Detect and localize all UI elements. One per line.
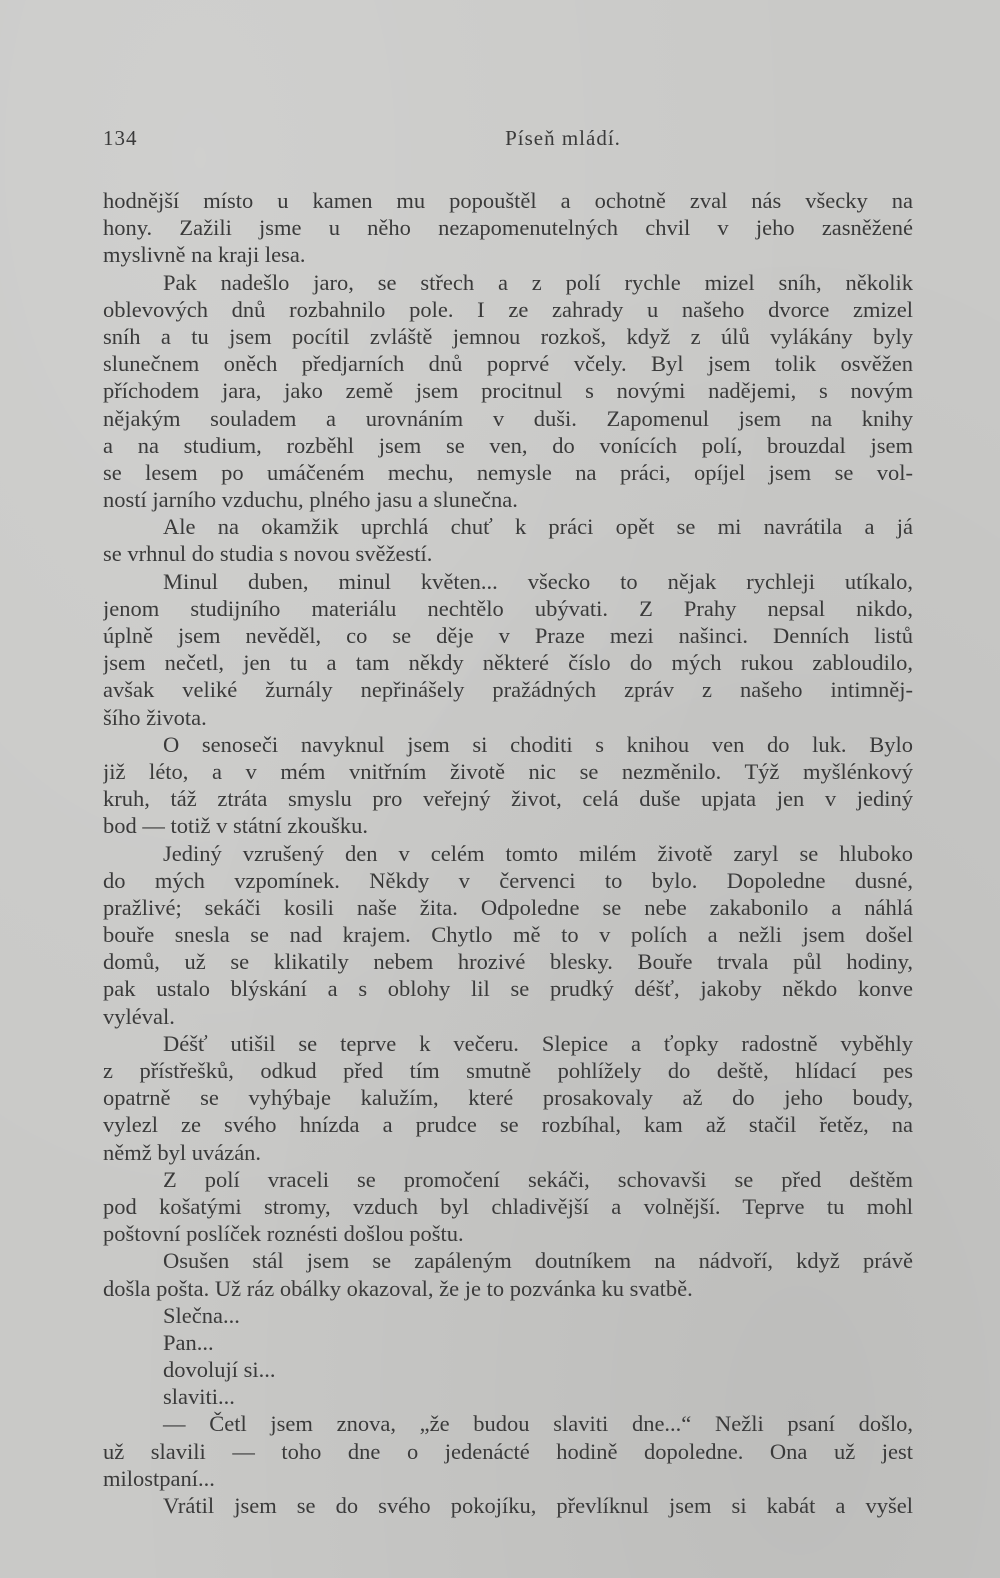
text-line: již léto, a v mém vnitřním životě nic se nezměnilo. Týž myšlénkový — [103, 758, 913, 784]
page-number: 134 — [103, 126, 138, 150]
text-line: bouře snesla se nad krajem. Chytlo mě to v polích a nežli jsem došel — [103, 922, 913, 948]
text-line: hony. Zažili jsme u něho nezapomenutelných chvil v jeho zasněžené — [103, 215, 913, 241]
text-line: hodnější místo u kamen mu popouštěl a ochotně zval nás všecky na — [103, 188, 913, 213]
text-line: nějakým souladem a urovnáním v duši. Zapomenul jsem na knihy — [103, 405, 913, 431]
text-line: němž byl uvázán. — [103, 1139, 262, 1165]
text-line: pražlivé; sekáči kosili naše žita. Odpoledne se nebe zakabonilo a náhlá — [103, 894, 913, 920]
text-line: kruh, táž ztráta smyslu pro veřejný život, celá duše upjata jen v jediný — [103, 786, 913, 812]
text-line: do mých vzpomínek. Někdy v červenci to bylo. Dopoledne dusné, — [103, 867, 913, 893]
text-line: Pak nadešlo jaro, se střech a z polí rychle mizel sníh, několik — [163, 269, 913, 295]
page-header — [103, 126, 913, 156]
text-line: dovolují si... — [163, 1357, 276, 1383]
text-line: vyléval. — [103, 1003, 175, 1029]
running-title: Píseň mládí. — [505, 126, 621, 150]
text-line: Slečna... — [163, 1302, 240, 1328]
text-line: už slavili — toho dne o jedenácté hodině dopoledne. Ona už jest — [103, 1438, 913, 1464]
text-line: O senoseči navyknul jsem si choditi s knihou ven do luk. Bylo — [163, 731, 913, 757]
text-line: oblevových dnů rozbahnilo pole. I ze zahrady u našeho dvorce zmizel — [103, 296, 913, 322]
text-line: opatrně se vyhýbaje kalužím, které prosakovaly až do jeho boudy, — [103, 1085, 913, 1111]
text-line: Jediný vzrušený den v celém tomto milém životě zaryl se hluboko — [163, 840, 913, 866]
text-line: Osušen stál jsem se zapáleným doutníkem na nádvoří, když právě — [163, 1248, 913, 1274]
text-line: úplně jsem nevěděl, co se děje v Praze mezi našinci. Denních listů — [103, 623, 913, 648]
text-line: avšak veliké žurnály nepřinášely pražádných zpráv z našeho intimněj- — [103, 677, 913, 703]
text-line: Ale na okamžik uprchlá chuť k práci opět se mi navrátila a já — [163, 514, 913, 540]
text-line: jenom studijního materiálu nechtělo ubývati. Z Prahy nepsal nikdo, — [103, 595, 913, 621]
text-line: z přístřešků, odkud před tím smutně pohlížely do deště, hlídací pes — [103, 1058, 913, 1083]
text-line: pod košatými stromy, vzduch byl chladivější a volnější. Teprve tu mohl — [103, 1193, 913, 1219]
body-text — [103, 187, 913, 1519]
text-line: bod — totiž v státní zkoušku. — [103, 813, 368, 839]
text-line: se vrhnul do studia s novou svěžestí. — [103, 541, 433, 567]
text-line: myslivně na kraji lesa. — [103, 242, 306, 268]
text-line: vylezl ze svého hnízda a prudce se rozbíhal, kam až stačil řetěz, na — [103, 1112, 913, 1138]
text-line: ností jarního vzduchu, plného jasu a slunečna. — [103, 487, 518, 513]
text-line: milostpaní... — [103, 1465, 215, 1491]
text-line: jsem nečetl, jen tu a tam někdy některé číslo do mých rukou zabloudilo, — [103, 650, 913, 676]
text-line: Z polí vraceli se promočení sekáči, schovavši se před deštěm — [163, 1166, 913, 1192]
text-line: pak ustalo blýskání a s oblohy lil se prudký déšť, jakoby někdo konve — [103, 976, 913, 1002]
text-line: poštovní poslíček roznésti došlou poštu. — [103, 1221, 464, 1247]
text-line: sníh a tu jsem pocítil zvláště jemnou rozkoš, když z úlů vylákány byly — [103, 323, 913, 349]
text-line: šího života. — [103, 704, 207, 730]
text-line: domů, už se klikatily nebem hrozivé blesky. Bouře trvala půl hodiny, — [103, 949, 913, 975]
text-line: Vrátil jsem se do svého pokojíku, převlíknul jsem si kabát a vyšel — [163, 1493, 913, 1518]
text-line: příchodem jara, jako země jsem procitnul s novými nadějemi, s novým — [103, 378, 913, 404]
text-line: — Četl jsem znova, „že budou slaviti dne...“ Nežli psaní došlo, — [163, 1411, 913, 1437]
text-line: došla pošta. Už ráz obálky okazoval, že je to pozvánka ku svatbě. — [103, 1275, 693, 1301]
text-line: Pan... — [163, 1329, 214, 1355]
text-line: Déšť utišil se teprve k večeru. Slepice a ťopky radostně vyběhly — [163, 1030, 913, 1056]
text-line: Minul duben, minul květen... všecko to nějak rychleji utíkalo, — [163, 568, 913, 594]
text-line: a na studium, rozběhl jsem se ven, do vonících polí, brouzdal jsem — [103, 432, 913, 458]
text-line: se lesem po umáčeném mechu, nemysle na práci, opíjel jsem se vol- — [103, 459, 913, 485]
text-line: slunečnem oněch předjarních dnů poprvé včely. Byl jsem tolik osvěžen — [103, 351, 913, 377]
text-line: slaviti... — [163, 1384, 235, 1410]
